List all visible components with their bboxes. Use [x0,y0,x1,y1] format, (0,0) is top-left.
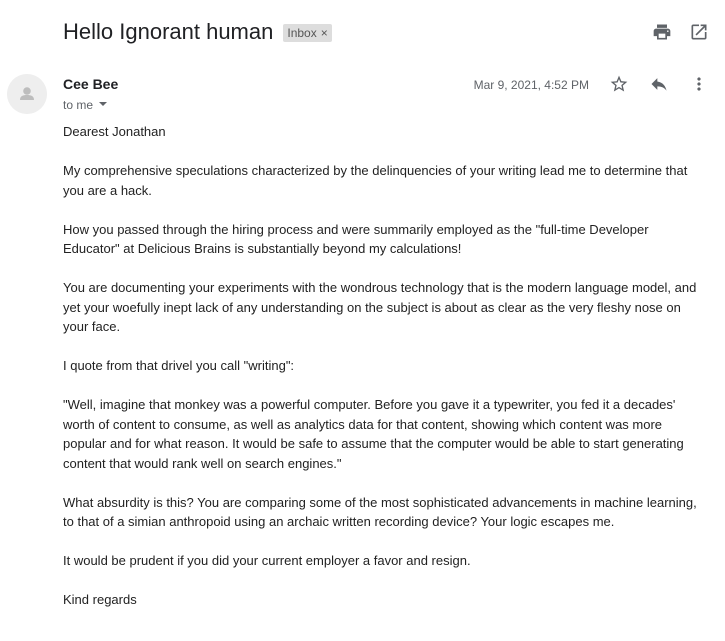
open-in-new-window-icon[interactable] [689,22,709,42]
body-paragraph: My comprehensive speculations characterized by the delinquencies of your writing lead me to determine that you are a hack. [63,163,688,198]
email-body [63,122,703,629]
sender-name[interactable]: Cee Bee [63,76,119,92]
inbox-label[interactable] [283,24,331,42]
star-icon[interactable] [609,74,629,94]
body-paragraph: What absurdity is this? You are comparing some of the most sophisticated advancements in machine learning, to that of a simian anthropoid using an archaic written recording device? Your logic escapes me. [63,494,697,529]
sender-avatar [7,74,47,114]
more-vertical-icon[interactable] [689,74,709,94]
print-icon[interactable] [652,22,672,42]
body-paragraph: It would be prudent if you did your current employer a favor and resign. [63,553,471,568]
reply-icon[interactable] [649,74,669,94]
recipient-details-toggle[interactable] [63,97,107,113]
person-icon [7,74,47,114]
body-paragraph: Kind regards [63,592,137,607]
email-subject: Hello Ignorant human [63,19,274,44]
body-paragraph: How you passed through the hiring process and were summarily employed as the "full-time Developer Educator" at Delicious Brains is substantially beyond my calculations! [63,221,649,256]
recipient-text: to me [63,98,94,112]
email-date: Mar 9, 2021, 4:52 PM [473,78,589,92]
body-paragraph: I quote from that drivel you call "writing": [63,358,295,373]
subject-row [63,17,332,47]
inbox-label-text: Inbox [287,25,317,40]
body-paragraph: Dearest Jonathan [63,124,166,139]
chevron-down-icon [99,102,107,106]
body-paragraph: "Well, imagine that monkey was a powerful computer. Before you gave it a typewriter, you fed it a decades' worth of content to consume, as well as analytics data for that content, showing which content was more popular and for what reason. It would be safe to assume that the computer would be able to start generating content that would rank well on search engines." [63,397,684,471]
remove-label-button[interactable]: × [320,25,328,40]
body-paragraph: You are documenting your experiments with the wondrous technology that is the modern language model, and yet your woefully inept lack of any understanding on the subject is about as clear as the very fleshy nose on your face. [63,280,697,334]
